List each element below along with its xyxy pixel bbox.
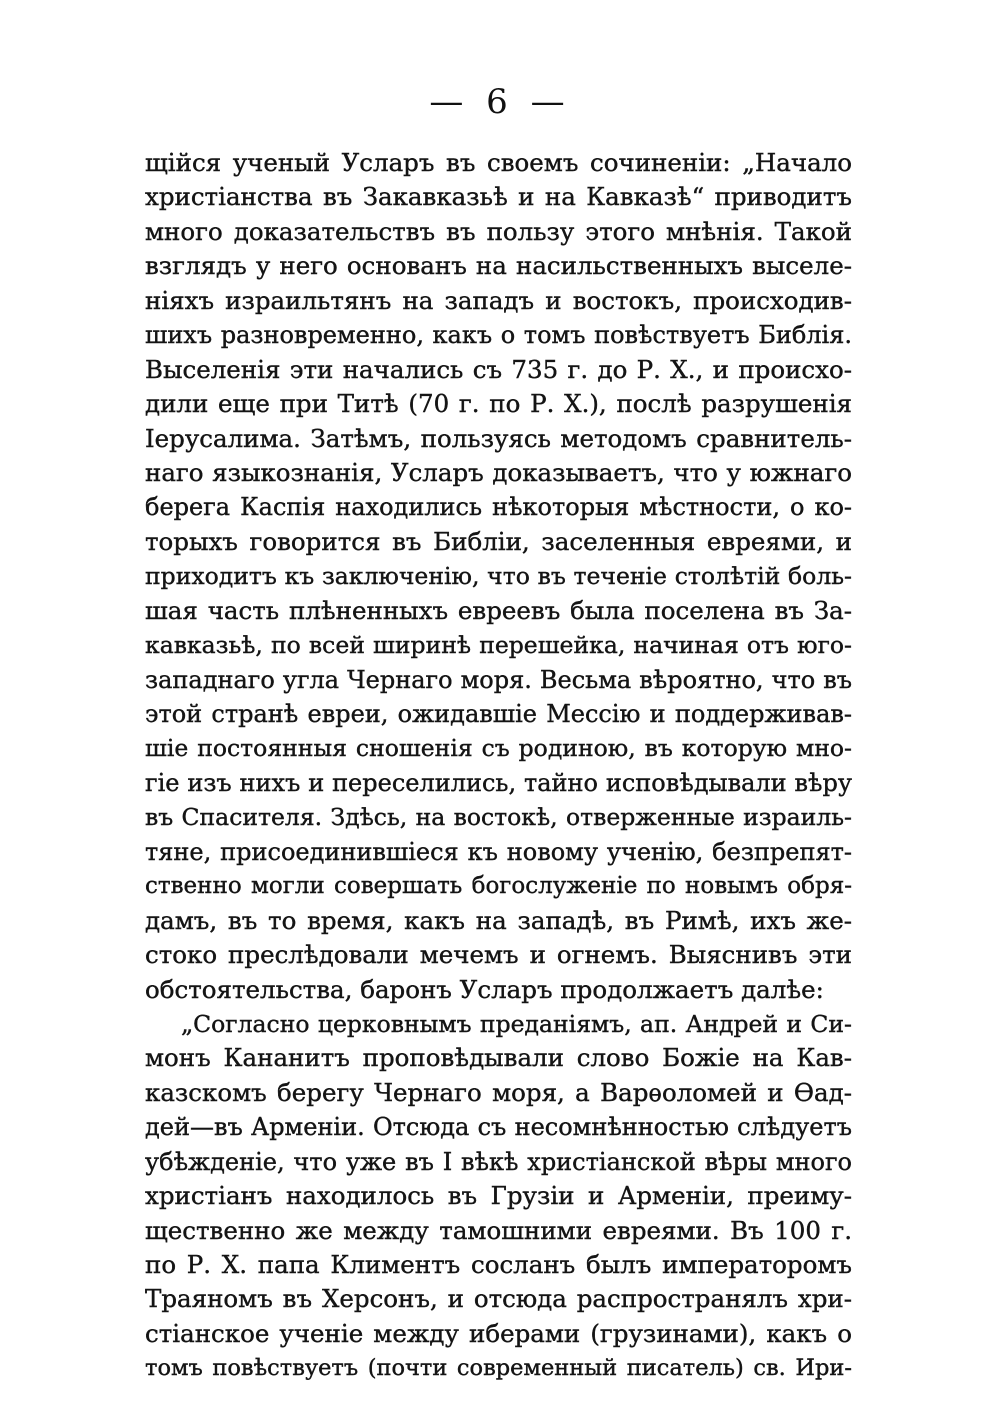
- text-line: дей—въ Арменіи. Отсюда съ несомнѣнностью слѣдуетъ: [145, 1113, 852, 1142]
- text-line: обстоятельства, баронъ Усларъ продолжаетъ далѣе:: [145, 974, 824, 1004]
- text-line: берега Каспія находились нѣкоторыя мѣстности, о ко-: [145, 493, 852, 522]
- text-line: Траяномъ въ Херсонъ, и отсюда распространялъ хри-: [145, 1284, 852, 1314]
- text-line: западнаго угла Чернаго моря. Весьма вѣроятно, что въ: [145, 665, 852, 694]
- page-number: — 6 —: [429, 82, 571, 122]
- text-line: въ Спасителя. Здѣсь, на востокѣ, отверженные израиль-: [145, 803, 852, 832]
- text-line: казскомъ берегу Чернаго моря, а Варѳоломей и Ѳад-: [145, 1077, 852, 1107]
- text-line: дамъ, въ то время, какъ на западѣ, въ Римѣ, ихъ же-: [145, 905, 852, 935]
- text-line: монъ Кананитъ проповѣдывали слово Божіе на Кав-: [145, 1043, 852, 1073]
- text-line: тяне, присоединившіеся къ новому ученію, безпрепят-: [145, 837, 852, 866]
- text-line: шіе постоянныя сношенія съ родиною, въ которую мно-: [145, 734, 852, 763]
- text-line: стіанское ученіе между иберами (грузинами), какъ о: [145, 1318, 852, 1348]
- text-line: гіе изъ нихъ и переселились, тайно исповѣдывали вѣру: [145, 768, 852, 797]
- text-line: приходитъ къ заключенію, что въ теченіе столѣтій боль-: [145, 562, 852, 591]
- text-line: христіанства въ Закавказьѣ и на Кавказѣ“ приводитъ: [145, 182, 852, 212]
- text-line: щественно же между тамошними евреями. Въ 100 г.: [145, 1215, 852, 1245]
- text-line: кавказьѣ, по всей ширинѣ перешейка, начиная отъ юго-: [145, 631, 852, 660]
- text-line: стоко преслѣдовали мечемъ и огнемъ. Выяснивъ эти: [145, 940, 852, 970]
- text-line: взглядъ у него основанъ на насильственныхъ выселе-: [145, 251, 852, 281]
- text-line: христіанъ находилось въ Грузіи и Арменіи, преиму-: [145, 1181, 852, 1211]
- text-line: торыхъ говорится въ Библіи, заселенныя евреями, и: [145, 526, 852, 556]
- text-line: Выселенія эти начались съ 735 г. до Р. Х., и происхо-: [145, 354, 852, 384]
- text-line: много доказательствъ въ пользу этого мнѣнія. Такой: [145, 216, 852, 246]
- text-line: щійся ученый Усларъ въ своемъ сочиненіи: „Начало: [145, 148, 852, 177]
- text-line: дили еще при Титѣ (70 г. по Р. Х.), послѣ разрушенія: [145, 389, 852, 419]
- text-line: ніяхъ израильтянъ на западъ и востокъ, происходив-: [145, 285, 852, 315]
- body-text: [145, 146, 852, 1386]
- text-line: шая часть плѣненныхъ евреевъ была поселена въ За-: [145, 595, 852, 625]
- text-line: этой странѣ евреи, ожидавшіе Мессію и поддерживав-: [145, 700, 852, 728]
- text-line: убѣжденіе, что уже въ I вѣкѣ христіанской вѣры много: [145, 1147, 852, 1176]
- text-line: ственно могли совершать богослуженіе по новымъ обря-: [145, 873, 852, 900]
- text-line: по Р. Х. папа Климентъ сосланъ былъ императоромъ: [145, 1250, 852, 1279]
- text-line: Іерусалима. Затѣмъ, пользуясь методомъ сравнитель-: [145, 423, 852, 453]
- text-line: шихъ разновременно, какъ о томъ повѣствуетъ Библія.: [145, 321, 852, 350]
- text-line: „Согласно церковнымъ преданіямъ, ап. Андрей и Си-: [181, 1009, 852, 1038]
- text-line: томъ повѣствуетъ (почти современный писатель) св. Ири-: [145, 1355, 852, 1382]
- text-line: наго языкознанія, Усларъ доказываетъ, что у южнаго: [145, 457, 852, 487]
